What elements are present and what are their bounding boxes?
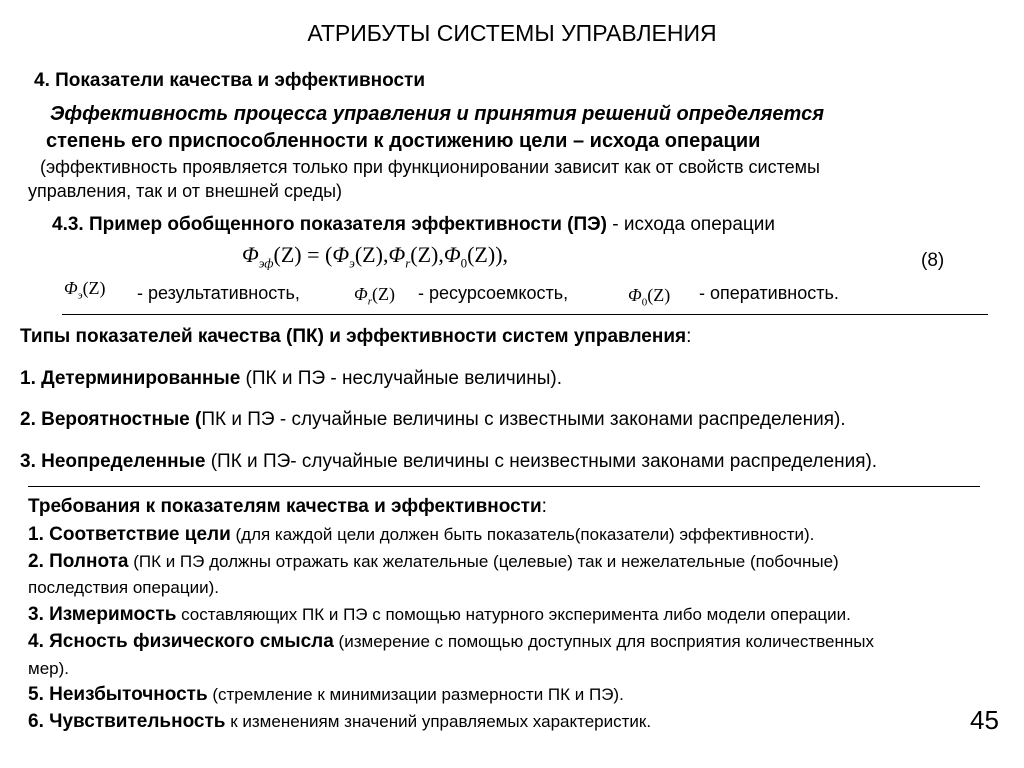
formula: [242, 242, 508, 271]
e-subscript: э: [349, 255, 355, 271]
r-subscript: r: [367, 295, 372, 308]
type-item-title: 3. Неопределенные: [20, 451, 206, 472]
section-heading: 4. Показатели качества и эффективности: [34, 70, 426, 91]
type-item-desc: (ПК и ПЭ- случайные величины с неизвестными законами распределения).: [205, 451, 878, 472]
requirement-desc: (ПК и ПЭ должны отражать как желательные (целевые) так и нежелательные (побочные): [128, 552, 839, 571]
requirement-continuation: мер).: [28, 659, 69, 678]
symbol-arg: (Z): [371, 284, 395, 304]
phi-symbol: Φ: [354, 284, 368, 304]
type-item: [20, 451, 877, 473]
phi-symbol: Φ: [64, 278, 78, 298]
eff-subscript: эф: [258, 255, 274, 271]
symbol-arg: (Z): [82, 278, 106, 298]
definition-note-1: (эффективность проявляется только при функционировании зависит как от свойств системы: [40, 157, 820, 177]
formula-arg: (Z)),: [467, 242, 509, 267]
example-heading-bold: 4.3. Пример обобщенного показателя эффективности (ПЭ): [52, 214, 607, 235]
formula-arg: (Z) = (: [273, 242, 333, 267]
types-heading: [20, 326, 691, 348]
formula-arg: (Z),: [410, 242, 444, 267]
example-heading: [52, 214, 775, 236]
equation-number: (8): [921, 250, 945, 271]
type-item-desc: ПК и ПЭ - случайные величины с известными законами распределения).: [201, 409, 846, 430]
requirement-title: 6. Чувствительность: [28, 711, 226, 732]
type-item: [20, 368, 562, 390]
requirement-desc: к изменениям значений управляемых характеристик.: [225, 712, 652, 731]
example-heading-rest: - исхода операции: [607, 214, 776, 235]
type-item-title: 2. Вероятностные (: [20, 409, 202, 430]
requirement-title: 2. Полнота: [28, 551, 129, 572]
requirements-heading-text: Требования к показателям качества и эффективности: [28, 496, 542, 517]
symbol-result: [64, 278, 106, 302]
page-title: АТРИБУТЫ СИСТЕМЫ УПРАВЛЕНИЯ: [307, 20, 717, 46]
divider-line: [62, 314, 988, 315]
phi-symbol: Φ: [628, 285, 642, 305]
zero-subscript: 0: [641, 296, 648, 309]
type-item-desc: (ПК и ПЭ - неслучайные величины).: [240, 368, 562, 389]
requirement-item: [28, 711, 651, 733]
phi-symbol: Φ: [242, 242, 259, 267]
types-heading-colon: :: [686, 326, 692, 347]
definition-line-1: Эффективность процесса управления и принятия решений определяется: [50, 103, 824, 125]
requirements-heading-colon: :: [541, 496, 547, 517]
symbol-resource: [354, 284, 395, 308]
requirement-desc: (измерение с помощью доступных для восприятия количественных: [333, 632, 874, 651]
symbol-oper: [628, 285, 670, 309]
label-result: - результативность,: [137, 283, 300, 303]
requirement-title: 4. Ясность физического смысла: [28, 631, 334, 652]
requirement-title: 5. Неизбыточность: [28, 684, 208, 705]
e-subscript: э: [77, 289, 83, 302]
requirement-title: 1. Соответствие цели: [28, 524, 231, 545]
symbol-arg: (Z): [647, 285, 671, 305]
requirement-desc: (для каждой цели должен быть показатель(показатели) эффективности).: [230, 525, 815, 544]
formula-arg: (Z),: [354, 242, 389, 267]
definition-line-2: степень его приспособленности к достижению цели – исхода операции: [46, 130, 761, 152]
page-number: 45: [970, 705, 999, 735]
requirement-title: 3. Измеримость: [28, 604, 177, 625]
requirement-desc: (стремление к минимизации размерности ПК и ПЭ).: [207, 685, 624, 704]
r-subscript: r: [405, 255, 411, 271]
type-item: [20, 409, 846, 431]
requirement-item: [28, 524, 814, 546]
phi-symbol: Φ: [443, 242, 461, 267]
label-resource: - ресурсоемкость,: [418, 283, 569, 303]
requirement-item: [28, 551, 839, 573]
definition-note-2: управления, так и от внешней среды): [28, 181, 343, 201]
phi-symbol: Φ: [388, 242, 406, 267]
requirements-heading: [28, 496, 547, 518]
label-oper: - оперативность.: [699, 283, 839, 303]
requirement-item: [28, 604, 851, 626]
type-item-title: 1. Детерминированные: [20, 368, 241, 389]
divider-line: [28, 486, 980, 487]
phi-symbol: Φ: [332, 242, 350, 267]
requirement-continuation: последствия операции).: [28, 578, 219, 597]
requirement-desc: составляющих ПК и ПЭ с помощью натурного эксперимента либо модели операции.: [176, 605, 851, 624]
requirement-item: [28, 631, 874, 653]
zero-subscript: 0: [460, 255, 468, 271]
requirement-item: [28, 684, 624, 706]
types-heading-text: Типы показателей качества (ПК) и эффективности систем управления: [20, 326, 687, 347]
